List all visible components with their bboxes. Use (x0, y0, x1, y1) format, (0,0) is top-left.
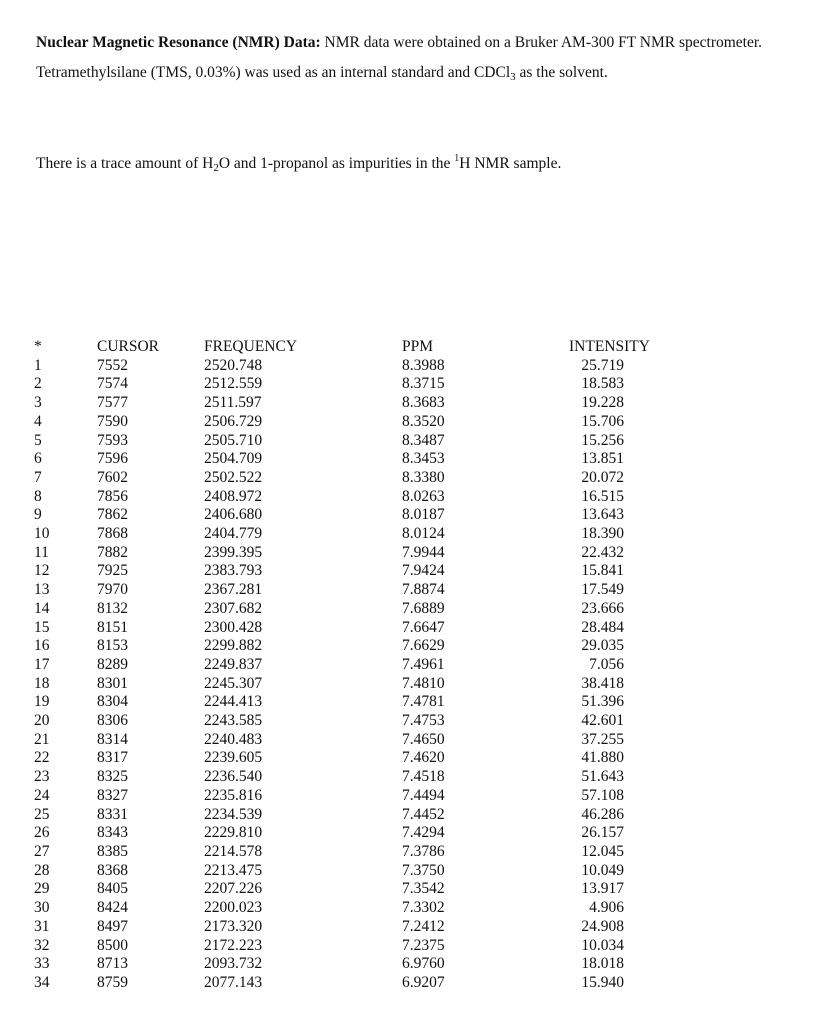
cell-ppm: 6.9207 (402, 973, 445, 991)
cell-ppm: 8.3380 (402, 468, 445, 486)
table-row (34, 525, 669, 544)
cell-intensity: 16.515 (581, 487, 624, 505)
cell-intensity-wrap (569, 469, 669, 488)
cell-intensity-wrap (569, 824, 669, 843)
cell-intensity-wrap (569, 675, 669, 694)
cell-cursor: 8405 (97, 880, 128, 898)
cell-intensity: 51.643 (581, 768, 624, 786)
cell-ppm: 7.4961 (402, 655, 445, 673)
table-row (34, 375, 669, 394)
cell-intensity-wrap (569, 432, 669, 451)
cell-cursor: 8306 (97, 712, 128, 730)
header-index: * (34, 338, 42, 355)
cell-intensity-wrap (569, 693, 669, 712)
cell-intensity-wrap (569, 712, 669, 731)
cell-intensity: 13.851 (581, 450, 624, 468)
cell-intensity-wrap (569, 488, 669, 507)
cell-frequency: 2520.748 (204, 356, 263, 374)
cell-frequency: 2408.972 (204, 487, 263, 505)
cell-ppm: 7.4494 (402, 786, 445, 804)
cell-intensity-wrap (569, 880, 669, 899)
note-text-c: H NMR sample. (459, 155, 562, 172)
cell-intensity-wrap (569, 955, 669, 974)
cell-intensity-wrap (569, 787, 669, 806)
table-row (34, 600, 669, 619)
table-body (34, 357, 669, 993)
cell-ppm: 8.3487 (402, 431, 445, 449)
table-row (34, 469, 669, 488)
cell-intensity-wrap (569, 899, 669, 918)
cell-index: 18 (34, 674, 50, 692)
table-row (34, 656, 669, 675)
cell-intensity: 13.917 (581, 880, 624, 898)
cell-ppm: 8.0263 (402, 487, 445, 505)
paragraph-text-b: as the solvent. (515, 64, 608, 81)
cell-intensity: 29.035 (581, 637, 624, 655)
table-row (34, 413, 669, 432)
cell-ppm: 8.3520 (402, 412, 445, 430)
cell-frequency: 2505.710 (204, 431, 263, 449)
table-row (34, 581, 669, 600)
cell-index: 16 (34, 637, 50, 655)
cell-intensity: 18.018 (581, 955, 624, 973)
cell-cursor: 8368 (97, 861, 128, 879)
table-row (34, 544, 669, 563)
cell-intensity-wrap (569, 918, 669, 937)
cell-ppm: 7.2412 (402, 917, 445, 935)
cell-frequency: 2245.307 (204, 674, 263, 692)
cell-cursor: 8713 (97, 955, 128, 973)
subscript-3: 3 (510, 71, 516, 83)
cell-frequency: 2234.539 (204, 805, 263, 823)
cell-index: 7 (34, 468, 42, 486)
cell-frequency: 2512.559 (204, 375, 263, 393)
table-row (34, 955, 669, 974)
cell-intensity-wrap (569, 413, 669, 432)
cell-frequency: 2236.540 (204, 768, 263, 786)
table-row (34, 749, 669, 768)
cell-frequency: 2511.597 (204, 394, 262, 412)
cell-intensity: 15.841 (581, 562, 624, 580)
cell-index: 13 (34, 581, 50, 599)
cell-intensity-wrap (569, 637, 669, 656)
cell-index: 14 (34, 599, 50, 617)
cell-ppm: 7.6647 (402, 618, 445, 636)
cell-ppm: 8.0124 (402, 525, 445, 543)
cell-frequency: 2214.578 (204, 842, 263, 860)
cell-index: 19 (34, 693, 50, 711)
cell-ppm: 7.3786 (402, 842, 445, 860)
table-row (34, 824, 669, 843)
table-row (34, 562, 669, 581)
cell-index: 1 (34, 356, 42, 374)
cell-intensity: 18.583 (581, 375, 624, 393)
cell-intensity-wrap (569, 768, 669, 787)
cell-cursor: 8289 (97, 655, 128, 673)
paragraph-text-a: NMR data were obtained on a Bruker AM-300 FT NMR spectrometer. Tetramethylsilane (TMS, 0.03%) was used as an internal standard and CDCl (36, 34, 763, 81)
table-row (34, 918, 669, 937)
cell-intensity: 18.390 (581, 525, 624, 543)
cell-ppm: 7.4518 (402, 768, 445, 786)
subscript-2: 2 (213, 162, 219, 174)
paragraph-title: Nuclear Magnetic Resonance (NMR) Data: (36, 34, 321, 51)
cell-index: 12 (34, 562, 50, 580)
header-frequency: FREQUENCY (204, 338, 298, 355)
cell-index: 8 (34, 487, 42, 505)
cell-cursor: 8325 (97, 768, 128, 786)
table-row (34, 637, 669, 656)
cell-index: 22 (34, 749, 50, 767)
cell-intensity: 20.072 (581, 468, 624, 486)
cell-ppm: 7.2375 (402, 936, 445, 954)
cell-ppm: 8.3453 (402, 450, 445, 468)
cell-ppm: 7.4452 (402, 805, 445, 823)
cell-ppm: 7.6889 (402, 599, 445, 617)
cell-index: 11 (34, 543, 49, 561)
cell-intensity: 42.601 (581, 712, 624, 730)
cell-ppm: 7.4781 (402, 693, 445, 711)
cell-ppm: 7.4753 (402, 712, 445, 730)
cell-ppm: 7.4650 (402, 730, 445, 748)
cell-index: 33 (34, 955, 50, 973)
cell-intensity: 38.418 (581, 674, 624, 692)
cell-cursor: 8424 (97, 899, 128, 917)
table-row (34, 843, 669, 862)
cell-intensity-wrap (569, 562, 669, 581)
cell-frequency: 2235.816 (204, 786, 263, 804)
cell-ppm: 7.4294 (402, 824, 445, 842)
cell-cursor: 7856 (97, 487, 128, 505)
cell-cursor: 8301 (97, 674, 128, 692)
cell-intensity: 57.108 (581, 786, 624, 804)
table-row (34, 506, 669, 525)
cell-frequency: 2299.882 (204, 637, 263, 655)
cell-intensity-wrap (569, 581, 669, 600)
table-header-row (34, 338, 669, 357)
cell-cursor: 7577 (97, 394, 128, 412)
cell-intensity-wrap (569, 843, 669, 862)
cell-frequency: 2207.226 (204, 880, 263, 898)
table-row (34, 394, 669, 413)
cell-frequency: 2077.143 (204, 973, 263, 991)
cell-index: 5 (34, 431, 42, 449)
cell-cursor: 8331 (97, 805, 128, 823)
cell-frequency: 2404.779 (204, 525, 263, 543)
cell-intensity-wrap (569, 656, 669, 675)
cell-index: 32 (34, 936, 50, 954)
cell-cursor: 7574 (97, 375, 128, 393)
cell-intensity: 10.049 (581, 861, 624, 879)
header-intensity: INTENSITY (569, 338, 650, 355)
cell-intensity: 41.880 (581, 749, 624, 767)
cell-intensity-wrap (569, 375, 669, 394)
cell-index: 23 (34, 768, 50, 786)
cell-cursor: 8314 (97, 730, 128, 748)
cell-cursor: 8317 (97, 749, 128, 767)
cell-frequency: 2506.729 (204, 412, 263, 430)
cell-intensity: 26.157 (581, 824, 624, 842)
cell-intensity-wrap (569, 600, 669, 619)
cell-intensity-wrap (569, 450, 669, 469)
cell-ppm: 7.3302 (402, 899, 445, 917)
cell-intensity: 22.432 (581, 543, 624, 561)
cell-ppm: 7.8874 (402, 581, 445, 599)
cell-ppm: 8.3988 (402, 356, 445, 374)
table-row (34, 693, 669, 712)
cell-cursor: 8327 (97, 786, 128, 804)
cell-index: 2 (34, 375, 42, 393)
cell-frequency: 2172.223 (204, 936, 263, 954)
cell-frequency: 2229.810 (204, 824, 263, 842)
cell-ppm: 7.9424 (402, 562, 445, 580)
cell-frequency: 2239.605 (204, 749, 263, 767)
cell-intensity-wrap (569, 544, 669, 563)
impurity-note (36, 144, 796, 183)
cell-intensity: 13.643 (581, 506, 624, 524)
cell-index: 26 (34, 824, 50, 842)
cell-index: 15 (34, 618, 50, 636)
cell-intensity: 7.056 (589, 655, 624, 673)
cell-intensity: 17.549 (581, 581, 624, 599)
cell-intensity: 15.706 (581, 412, 624, 430)
header-ppm: PPM (402, 338, 434, 355)
cell-cursor: 7862 (97, 506, 128, 524)
cell-frequency: 2300.428 (204, 618, 263, 636)
cell-frequency: 2173.320 (204, 917, 263, 935)
cell-frequency: 2249.837 (204, 655, 263, 673)
cell-ppm: 7.3542 (402, 880, 445, 898)
cell-intensity: 23.666 (581, 599, 624, 617)
cell-cursor: 8132 (97, 599, 128, 617)
cell-index: 9 (34, 506, 42, 524)
table-row (34, 731, 669, 750)
table-row (34, 488, 669, 507)
note-text-a: There is a trace amount of H (36, 155, 214, 172)
cell-frequency: 2502.522 (204, 468, 263, 486)
cell-frequency: 2093.732 (204, 955, 263, 973)
note-text-b: O and 1-propanol as impurities in the (218, 155, 455, 172)
cell-ppm: 7.4620 (402, 749, 445, 767)
cell-intensity-wrap (569, 506, 669, 525)
cell-cursor: 7593 (97, 431, 128, 449)
cell-index: 27 (34, 842, 50, 860)
cell-frequency: 2240.483 (204, 730, 263, 748)
cell-index: 10 (34, 525, 50, 543)
cell-intensity-wrap (569, 749, 669, 768)
cell-ppm: 6.9760 (402, 955, 445, 973)
table-row (34, 357, 669, 376)
table-row (34, 450, 669, 469)
cell-ppm: 7.3750 (402, 861, 445, 879)
cell-intensity: 19.228 (581, 394, 624, 412)
cell-ppm: 8.0187 (402, 506, 445, 524)
cell-intensity-wrap (569, 731, 669, 750)
cell-cursor: 7970 (97, 581, 128, 599)
superscript-1: 1 (454, 153, 460, 164)
cell-cursor: 8153 (97, 637, 128, 655)
cell-frequency: 2213.475 (204, 861, 263, 879)
cell-index: 28 (34, 861, 50, 879)
cell-cursor: 8500 (97, 936, 128, 954)
cell-cursor: 8304 (97, 693, 128, 711)
cell-cursor: 7602 (97, 468, 128, 486)
cell-frequency: 2383.793 (204, 562, 263, 580)
cell-cursor: 8759 (97, 973, 128, 991)
cell-ppm: 7.4810 (402, 674, 445, 692)
table-row (34, 806, 669, 825)
table-row (34, 432, 669, 451)
table-row (34, 937, 669, 956)
table-row (34, 862, 669, 881)
cell-cursor: 8385 (97, 842, 128, 860)
cell-intensity-wrap (569, 806, 669, 825)
cell-intensity: 10.034 (581, 936, 624, 954)
cell-ppm: 7.6629 (402, 637, 445, 655)
cell-cursor: 7590 (97, 412, 128, 430)
cell-frequency: 2244.413 (204, 693, 263, 711)
cell-intensity: 51.396 (581, 693, 624, 711)
cell-cursor: 7925 (97, 562, 128, 580)
cell-frequency: 2399.395 (204, 543, 263, 561)
cell-index: 4 (34, 412, 42, 430)
cell-index: 24 (34, 786, 50, 804)
cell-intensity: 15.940 (581, 973, 624, 991)
cell-frequency: 2200.023 (204, 899, 263, 917)
cell-cursor: 7552 (97, 356, 128, 374)
cell-index: 25 (34, 805, 50, 823)
cell-intensity: 24.908 (581, 917, 624, 935)
table-row (34, 974, 669, 993)
table-row (34, 880, 669, 899)
cell-cursor: 8343 (97, 824, 128, 842)
cell-ppm: 7.9944 (402, 543, 445, 561)
cell-frequency: 2307.682 (204, 599, 263, 617)
cell-intensity-wrap (569, 357, 669, 376)
header-cursor: CURSOR (97, 338, 160, 355)
cell-intensity: 37.255 (581, 730, 624, 748)
cell-intensity: 25.719 (581, 356, 624, 374)
cell-intensity: 15.256 (581, 431, 624, 449)
cell-index: 29 (34, 880, 50, 898)
cell-frequency: 2243.585 (204, 712, 263, 730)
cell-intensity-wrap (569, 394, 669, 413)
cell-index: 6 (34, 450, 42, 468)
table-row (34, 675, 669, 694)
cell-cursor: 7868 (97, 525, 128, 543)
table-row (34, 899, 669, 918)
cell-frequency: 2406.680 (204, 506, 263, 524)
cell-intensity-wrap (569, 525, 669, 544)
cell-index: 31 (34, 917, 50, 935)
cell-index: 17 (34, 655, 50, 673)
cell-intensity-wrap (569, 937, 669, 956)
cell-frequency: 2504.709 (204, 450, 263, 468)
cell-cursor: 8151 (97, 618, 128, 636)
cell-intensity-wrap (569, 974, 669, 993)
table-row (34, 787, 669, 806)
cell-ppm: 8.3683 (402, 394, 445, 412)
cell-cursor: 8497 (97, 917, 128, 935)
nmr-data-paragraph (36, 28, 796, 92)
cell-intensity: 28.484 (581, 618, 624, 636)
cell-intensity: 12.045 (581, 842, 624, 860)
table-row (34, 768, 669, 787)
cell-index: 21 (34, 730, 50, 748)
nmr-peak-table (34, 338, 669, 993)
cell-ppm: 8.3715 (402, 375, 445, 393)
cell-frequency: 2367.281 (204, 581, 263, 599)
cell-index: 30 (34, 899, 50, 917)
cell-index: 3 (34, 394, 42, 412)
cell-index: 20 (34, 712, 50, 730)
table-row (34, 619, 669, 638)
cell-cursor: 7596 (97, 450, 128, 468)
cell-intensity: 46.286 (581, 805, 624, 823)
cell-cursor: 7882 (97, 543, 128, 561)
cell-intensity: 4.906 (589, 899, 624, 917)
cell-intensity-wrap (569, 862, 669, 881)
cell-intensity-wrap (569, 619, 669, 638)
table-row (34, 712, 669, 731)
cell-index: 34 (34, 973, 50, 991)
